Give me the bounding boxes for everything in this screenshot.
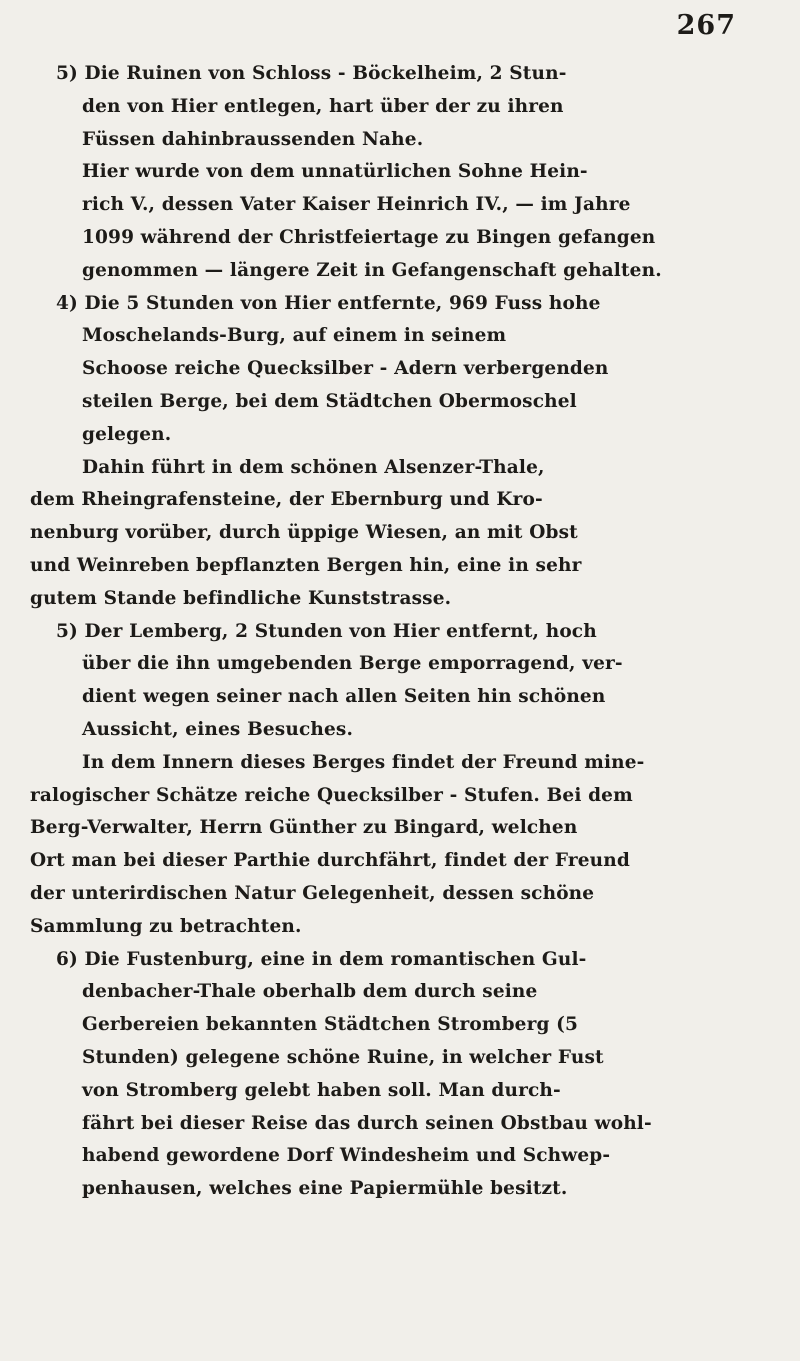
text-line: Sammlung zu betrachten. xyxy=(30,915,302,937)
page-number: 267 xyxy=(676,10,736,41)
text-line: In dem Innern dieses Berges findet der Freund mine- xyxy=(82,751,645,773)
text-line: 4) Die 5 Stunden von Hier entfernte, 969 Fuss hohe xyxy=(56,292,601,314)
text-line: Füssen dahinbraussenden Nahe. xyxy=(82,128,424,150)
text-line: Gerbereien bekannten Städtchen Stromberg (5 xyxy=(82,1014,579,1036)
text-line: ralogischer Schätze reiche Quecksilber - Stufen. Bei dem xyxy=(30,784,633,806)
text-line: über die ihn umgebenden Berge emporragend, ver- xyxy=(82,653,623,675)
text-line: Schoose reiche Quecksilber - Adern verbergenden xyxy=(82,358,609,380)
text-line: Ort man bei dieser Parthie durchfährt, findet der Freund xyxy=(30,850,630,872)
text-line: penhausen, welches eine Papiermühle besitzt. xyxy=(82,1178,568,1200)
text-line: den von Hier entlegen, hart über der zu ihren xyxy=(82,95,564,117)
text-line: von Stromberg gelebt haben soll. Man durch- xyxy=(82,1079,561,1101)
text-line: dem Rheingrafensteine, der Ebernburg und Kro- xyxy=(30,489,543,511)
text-line: gutem Stande befindliche Kunststrasse. xyxy=(30,587,452,609)
text-line: 1099 während der Christfeiertage zu Bingen gefangen xyxy=(82,226,656,248)
text-line: steilen Berge, bei dem Städtchen Obermoschel xyxy=(82,390,577,412)
text-line: nenburg vorüber, durch üppige Wiesen, an mit Obst xyxy=(30,522,578,544)
text-line: Hier wurde von dem unnatürlichen Sohne Hein- xyxy=(82,161,588,183)
text-line: rich V., dessen Vater Kaiser Heinrich IV., — im Jahre xyxy=(82,194,631,216)
text-line: Moschelands-Burg, auf einem in seinem xyxy=(82,325,507,347)
text-line: 5) Der Lemberg, 2 Stunden von Hier entfernt, hoch xyxy=(56,620,597,642)
text-line: gelegen. xyxy=(82,423,172,445)
page-text xyxy=(30,58,770,1206)
text-line: 6) Die Fustenburg, eine in dem romantischen Gul- xyxy=(56,948,587,970)
text-line: dient wegen seiner nach allen Seiten hin schönen xyxy=(82,686,606,708)
text-line: fährt bei dieser Reise das durch seinen Obstbau wohl- xyxy=(82,1112,652,1134)
text-line: Aussicht, eines Besuches. xyxy=(82,718,354,740)
text-line: denbacher-Thale oberhalb dem durch seine xyxy=(82,981,538,1003)
text-line: und Weinreben bepflanzten Bergen hin, eine in sehr xyxy=(30,554,582,576)
text-line: genommen — längere Zeit in Gefangenschaft gehalten. xyxy=(82,259,662,281)
text-line: Stunden) gelegene schöne Ruine, in welcher Fust xyxy=(82,1046,604,1068)
text-line: Berg-Verwalter, Herrn Günther zu Bingard, welchen xyxy=(30,817,578,839)
text-line: 5) Die Ruinen von Schloss - Böckelheim, 2 Stun- xyxy=(56,63,567,84)
text-line: Dahin führt in dem schönen Alsenzer-Thale, xyxy=(82,456,545,478)
text-line: der unterirdischen Natur Gelegenheit, dessen schöne xyxy=(30,882,595,904)
text-line: habend gewordene Dorf Windesheim und Schwep- xyxy=(82,1145,611,1167)
